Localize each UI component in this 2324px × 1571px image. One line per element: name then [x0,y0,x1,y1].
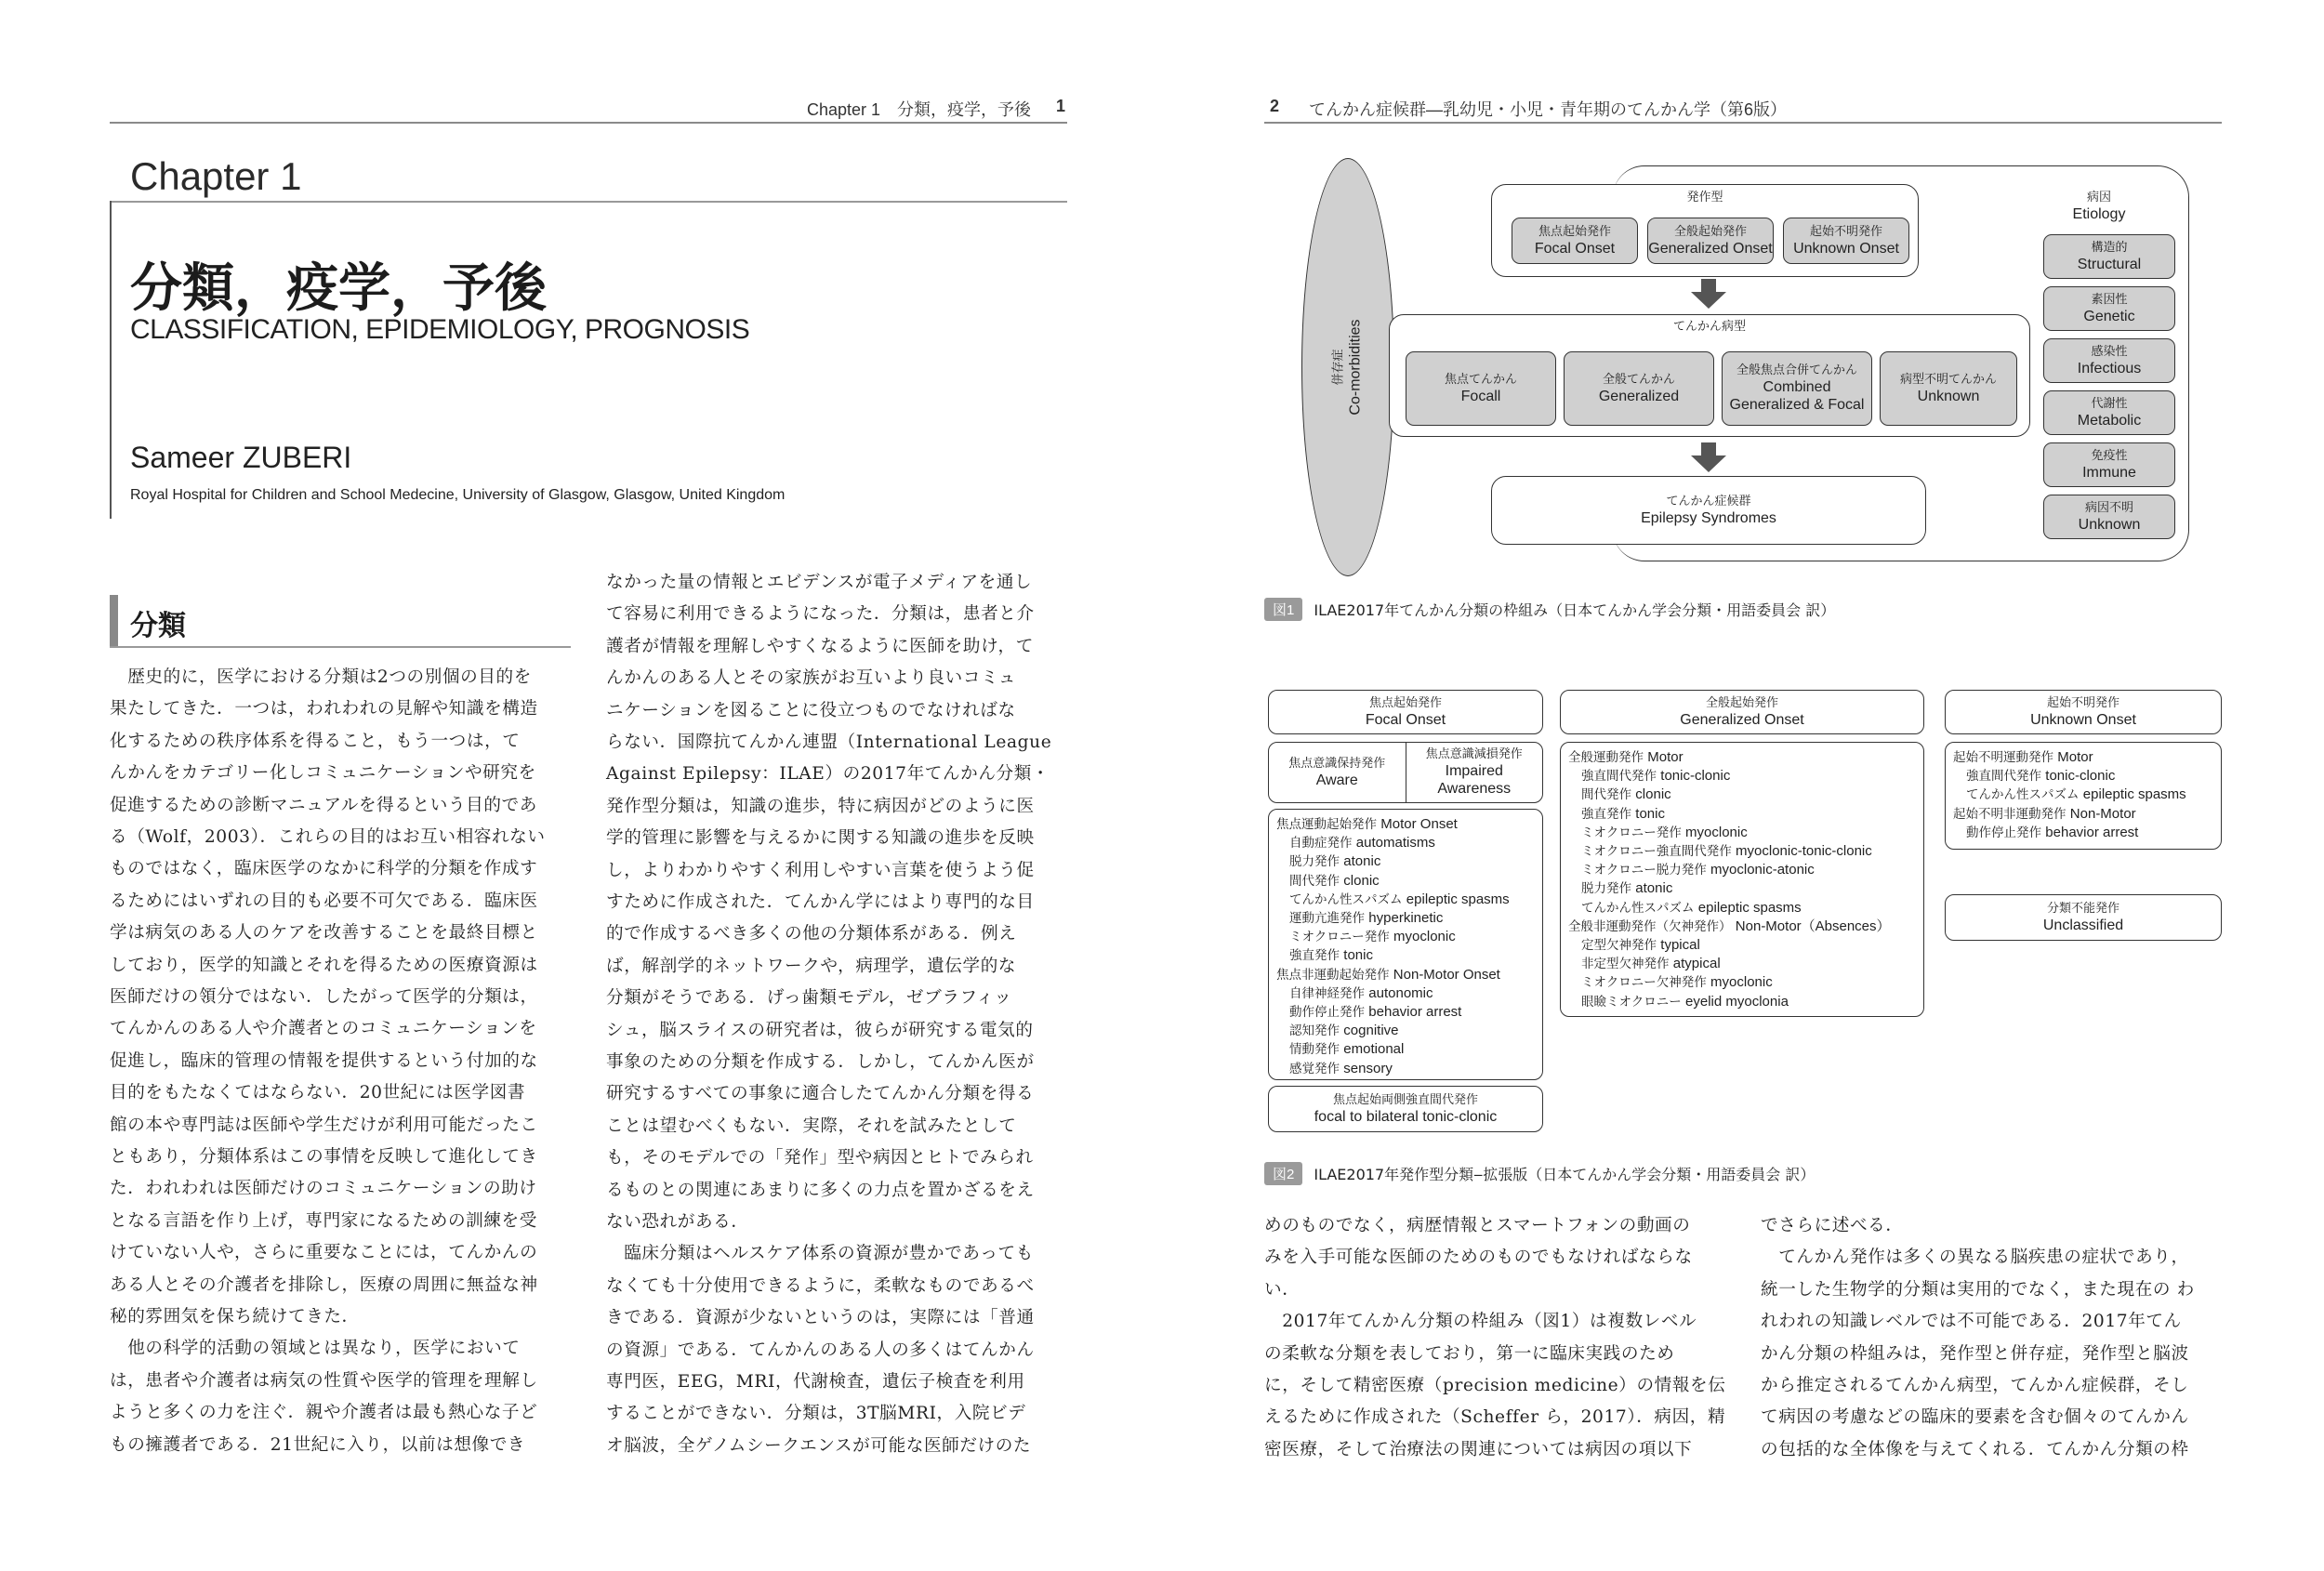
text-line: なかった量の情報とエビデンスが電子メディアを通し [606,573,1033,592]
chapter-title-jp: 分類，疫学，予後 [130,258,547,319]
seizure-list-item: 全般非運動発作（欠神発作） Non-Motor（Absences） [1568,918,1891,934]
author-affiliation: Royal Hospital for Children and School Medecine, University of Glasgow, Glasgow, United Kingdom [130,487,786,503]
seizure-list-item: ミオクロニー欠神発作 myoclonic [1581,974,1773,991]
text-line: 化するための秩序体系を得ること，もう一つは，て [110,731,521,751]
seizure-type-box: 焦点起始発作 Focal Onset [1512,218,1638,264]
text-line: 医師だけの領分ではない．したがって医学的分類は， [110,987,538,1007]
seizure-list-item: 強直発作 tonic [1581,805,1665,822]
text-line: れわれの知識レベルでは不可能である．2017年てん [1761,1312,2182,1332]
author-name: Sameer ZUBERI [130,441,352,474]
arrow-down-1 [1691,279,1726,312]
epilepsy-type-box: 焦点てんかん Focall [1406,351,1556,426]
seizure-list-item: 間代発作 clonic [1289,872,1380,889]
text-line: ともあり，分類体系はこの事情を反映して進化してき [110,1147,538,1167]
left-header-rule [110,122,1067,124]
seizure-type-box: 起始不明発作 Unknown Onset [1783,218,1909,264]
seizure-list-item: 脱力発作 atonic [1581,880,1673,897]
text-line: Against Epilepsy：ILAE）の2017年てんかん分類・ [606,764,1050,785]
seizure-list-item: 非定型欠神発作 atypical [1581,956,1721,972]
text-line: きである．資源が少ないというのは，実際には「普通 [606,1308,1035,1328]
seizure-list-item: 動作停止発作 behavior arrest [1289,1004,1462,1021]
seizure-list-item: 動作停止発作 behavior arrest [1966,824,2139,840]
text-line: 2017年てんかん分類の枠組み（図1）は複数レベル [1264,1312,1697,1332]
focal-seizure-list [1268,809,1543,1080]
figure-2-caption-text: ILAE2017年発作型分類‒拡張版（日本てんかん学会分類・用語委員会 訳） [1314,1166,1816,1183]
section-rule [110,646,571,648]
etiology-title: 病因 Etiology [2072,190,2126,222]
seizure-list-item: 感覚発作 sensory [1289,1060,1393,1076]
unknown-onset-head: 起始不明発作 Unknown Onset [1945,690,2222,734]
seizure-list-item: 強直間代発作 tonic-clonic [1966,768,2116,785]
text-line: えるために作成された（Scheffer ら，2017）．病因，精 [1264,1407,1726,1428]
text-line: 専門医，EEG，MRI，代謝検査，遺伝子検査を利用 [606,1372,1025,1392]
text-line: となる言語を作り上げ，専門家になるための訓練を受 [110,1210,537,1231]
text-line: 研究するすべての事象に適合したてんかん分類を得る [606,1084,1035,1104]
etiology-box: 素因性 Genetic [2043,286,2175,331]
awareness-box [1268,742,1543,803]
etiology-box: 病因不明 Unknown [2043,495,2175,539]
text-line: けていない人や，さらに重要なことには，てんかんの [110,1243,538,1263]
seizure-list-item: 眼瞼ミオクロニー eyelid myoclonia [1581,993,1789,1010]
text-line: らない．国際抗てんかん連盟（International League [606,733,1052,752]
etiology-box: 免疫性 Immune [2043,442,2175,487]
seizure-list-item: てんかん性スパズム epileptic spasms [1581,899,1802,916]
section-title: 分類 [130,610,186,642]
text-line: 学的管理に影響を与えるかに関する知識の進歩を反映 [606,828,1035,849]
epilepsy-type-box: 全般焦点合併てんかん Combined Generalized & Focal [1722,351,1872,426]
text-line: もの擁護者である．21世紀に入り，以前は想像でき [110,1434,526,1455]
seizure-list-item: 定型欠神発作 typical [1581,937,1700,954]
seizure-list-item: 強直発作 tonic [1289,947,1373,964]
etiology-box: 構造的 Structural [2043,234,2175,279]
text-line: てんかん発作は多くの異なる脳疾患の症状であり， [1761,1248,2189,1268]
text-line: かん分類の枠組みは，発作型と併存症，発作型と脳波 [1761,1343,2189,1364]
text-line: ば，解剖学的ネットワークや，病理学，遺伝学的な [606,956,1017,976]
title-block-bar [110,201,112,519]
text-line: た．われわれは医師だけのコミュニケーションの助け [110,1179,537,1199]
seizure-list-item: 起始不明非運動発作 Non-Motor [1953,805,2136,822]
seizure-list-item: 自動症発作 automatisms [1289,835,1435,852]
text-line: 目的をもたなくてはならない．20世紀には医学図書 [110,1083,526,1103]
text-line: オ脳波，全ゲノムシークエンスが可能な医師だけのた [606,1435,1032,1456]
seizure-list-item: てんかん性スパズム epileptic spasms [1289,891,1510,907]
text-line: なくても十分使用できるように，柔軟なものであるべ [606,1275,1035,1296]
figure-1-tag: 図1 [1264,598,1302,621]
figure-2-caption [1264,1162,1815,1185]
seizure-list-item: ミオクロニー脱力発作 myoclonic-atonic [1581,862,1815,878]
figure-1-caption-text: ILAE2017年てんかん分類の枠組み（日本てんかん学会分類・用語委員会 訳） [1314,601,1836,619]
arrow-down-2 [1691,442,1726,476]
comorbidities-label: 併存症 Co-morbidities [1331,319,1364,416]
figure-1-caption [1264,598,1835,621]
text-line: ニケーションを図ることに役立つものでなければな [606,700,1016,720]
text-line: 臨床分類はヘルスケア体系の資源が豊かであっても [606,1244,1034,1264]
right-page-number: 2 [1270,97,1280,115]
text-line: は，患者や介護者は病気の性質や医学的管理を理解し [110,1370,538,1391]
text-line: 発作型分類は，知識の進歩，特に病因がどのように医 [606,796,1035,816]
seizure-list-item: 認知発作 cognitive [1289,1023,1399,1039]
right-running-head: てんかん症候群―乳幼児・小児・青年期のてんかん学（第6版） [1309,100,1788,119]
seizure-list-item: 焦点運動起始発作 Motor Onset [1276,816,1458,832]
unknown-seizure-list [1945,742,2222,850]
section-marker [110,595,118,647]
text-line: 歴史的に，医学における分類は2つの別個の目的を [110,667,532,687]
text-line: る（Wolf，2003）．これらの目的はお互い相容れない [110,827,546,847]
text-line: ない恐れがある． [606,1212,749,1232]
text-line: めのものでなく，病歴情報とスマートフォンの動画の [1264,1216,1691,1235]
epilepsy-type-box: 病型不明てんかん Unknown [1880,351,2017,426]
focal-bilateral-box: 焦点起始両側強直間代発作 focal to bilateral tonic-clonic [1268,1086,1543,1132]
impaired-cell: 焦点意識減損発作 Impaired Awareness [1425,747,1523,797]
seizure-list-item: 間代発作 clonic [1581,786,1671,803]
text-line: 的で作成するべき多くの他の分類体系がある．例え [606,924,1017,944]
text-line: て病因の考慮などの臨床的要素を含む個々のてんかん [1761,1407,2189,1428]
chapter-rule [110,201,1067,203]
seizure-types-title: 発作型 [1686,191,1723,205]
text-line: の柔軟な分類を表しており，第一に臨床実践のため [1264,1343,1675,1364]
seizure-list-item: 情動発作 emotional [1289,1041,1405,1058]
generalized-seizure-list [1560,742,1924,1017]
text-line: 促進し，臨床的管理の情報を提供するという付加的な [110,1050,538,1071]
text-line: 護者が情報を理解しやすくなるように医師を助け，て [606,636,1034,656]
text-line: ことは望むべくもない．実際，それを試みたとして [606,1116,1017,1136]
text-line: 密医療，そして治療法の関連については病因の項以下 [1264,1439,1693,1459]
text-line: すために作成された．てんかん学にはより専門的な目 [606,892,1035,912]
text-line: るものとの関連にあまりに多くの力点を置かざるをえ [606,1180,1035,1200]
text-line: ようと多くの力を注ぐ．親や介護者は最も熱心な子ど [110,1403,538,1423]
seizure-list-item: ミオクロニー発作 myoclonic [1581,824,1748,840]
seizure-list-item: てんかん性スパズム epileptic spasms [1966,786,2186,803]
text-line: るためにはいずれの目的も必要不可欠である．臨床医 [110,891,538,911]
text-line: し，よりわかりやすく利用しやすい言葉を使うよう促 [606,860,1035,880]
seizure-list-item: 起始不明運動発作 Motor [1953,749,2093,765]
text-line: 他の科学的活動の領域とは異なり，医学において [110,1339,521,1359]
text-line: することができない．分類は，3T脳MRI，入院ビデ [606,1404,1026,1424]
text-line: んかんのある人とその家族がお互いより良いコミュ [606,668,1017,689]
aware-cell: 焦点意識保持発作 Aware [1269,743,1406,802]
text-line: に，そして精密医療（precision medicine）の情報を伝 [1264,1376,1726,1395]
seizure-list-item: ミオクロニー強直間代発作 myoclonic-tonic-clonic [1581,843,1872,860]
epilepsy-syndromes-box: てんかん症候群 Epilepsy Syndromes [1491,476,1926,545]
text-line: 学は病気のある人のケアを改善することを最終目標と [110,923,538,944]
text-line: 統一した生物学的分類は実用的でなく，また現在の わ [1761,1279,2195,1300]
seizure-list-item: 運動亢進発作 hyperkinetic [1289,910,1444,927]
unclassified-box: 分類不能発作 Unclassified [1945,894,2222,941]
seizure-list-item: 全般運動発作 Motor [1568,749,1684,765]
epilepsy-types-title: てんかん病型 [1672,320,1746,334]
text-line: ある人とその介護者を排除し，医療の周囲に無益な神 [110,1274,538,1295]
text-line: い． [1264,1279,1301,1300]
text-line: しており，医学的知識とそれを得るための医療資源は [110,955,538,975]
right-header-rule [1264,122,2222,124]
text-line: みを入手可能な医師のためのものでもなければならな [1264,1248,1693,1268]
seizure-list-item: ミオクロニー発作 myoclonic [1289,929,1456,945]
left-running-head: Chapter 1 分類，疫学，予後 [807,100,1032,119]
text-line: 秘的雰囲気を保ち続けてきた． [110,1307,360,1327]
seizure-list-item: 自律神経発作 autonomic [1289,984,1433,1001]
focal-onset-head: 焦点起始発作 Focal Onset [1268,690,1543,734]
etiology-box: 代謝性 Metabolic [2043,390,2175,435]
seizure-list-item: 強直間代発作 tonic-clonic [1581,768,1731,785]
seizure-list-item: 焦点非運動起始発作 Non-Motor Onset [1276,966,1500,983]
text-line: 分類がそうである．げっ歯類モデル，ゼブラフィッ [606,988,1012,1009]
seizure-type-box: 全般起始発作 Generalized Onset [1647,218,1774,264]
text-line: シュ，脳スライスの研究者は，彼らが研究する電気的 [606,1020,1034,1040]
text-line: 事象のための分類を作成する．しかし，てんかん医が [606,1052,1035,1072]
text-line: 果たしてきた．一つは，われわれの見解や知識を構造 [110,699,538,719]
etiology-box: 感染性 Infectious [2043,338,2175,383]
text-line: の資源」である．てんかんのある人の多くはてんかん [606,1340,1035,1360]
text-line: ものではなく，臨床医学のなかに科学的分類を作成す [110,859,538,879]
text-line: の包括的な全体像を与えてくれる．てんかん分類の枠 [1761,1439,2189,1459]
epilepsy-type-box: 全般てんかん Generalized [1564,351,1714,426]
text-line: て容易に利用できるようになった．分類は，患者と介 [606,604,1035,625]
text-line: 促進するための診断マニュアルを得るという目的であ [110,795,537,815]
text-line: 館の本や専門誌は医師や学生だけが利用可能だったこ [110,1115,538,1135]
text-line: でさらに述べる． [1761,1216,1904,1235]
seizure-list-item: 脱力発作 atonic [1289,853,1381,870]
left-page-number: 1 [1056,97,1066,115]
chapter-label: Chapter 1 [130,154,302,198]
generalized-onset-head: 全般起始発作 Generalized Onset [1560,690,1924,734]
figure-2-tag: 図2 [1264,1162,1302,1185]
text-line: てんかんのある人や介護者とのコミュニケーションを [110,1019,537,1039]
chapter-title-en: CLASSIFICATION, EPIDEMIOLOGY, PROGNOSIS [130,314,750,345]
text-line: から推定されるてんかん病型，てんかん症候群，そし [1761,1376,2189,1395]
text-line: んかんをカテゴリー化しコミュニケーションや研究を [110,763,536,784]
text-line: も，そのモデルでの「発作」型や病因とヒトでみられ [606,1148,1034,1168]
